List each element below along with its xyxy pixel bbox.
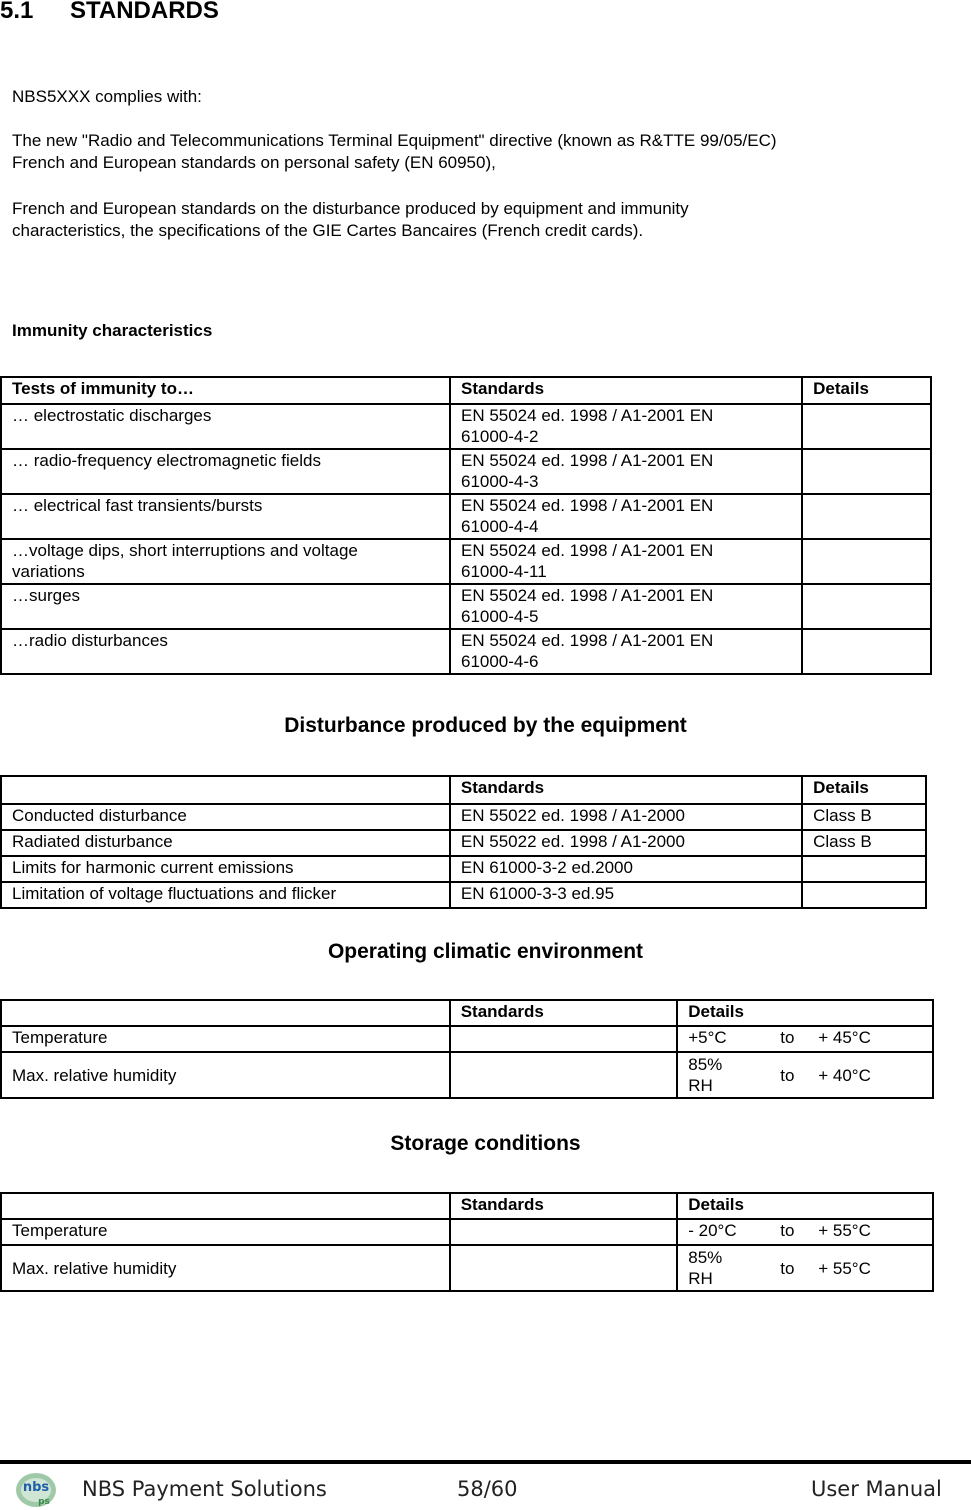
footer-page-number: 58/60 xyxy=(457,1477,518,1501)
svg-text:nbs: nbs xyxy=(22,1480,50,1495)
item-cell: Max. relative humidity xyxy=(1,1052,450,1098)
intro-p1: NBS5XXX complies with: xyxy=(12,87,202,106)
standard-cell: EN 55022 ed. 1998 / A1-2000 xyxy=(450,830,802,856)
storage-heading: Storage conditions xyxy=(390,1132,581,1155)
item-cell: Temperature xyxy=(1,1026,450,1052)
standard-cell xyxy=(450,404,802,449)
header-item xyxy=(1,1000,450,1026)
item-cell: Conducted disturbance xyxy=(1,804,450,830)
standard-line: 61000-4-3 xyxy=(460,472,539,491)
details-cell xyxy=(802,629,931,674)
standard-line: EN 55024 ed. 1998 / A1-2001 EN xyxy=(460,496,714,515)
standard-cell xyxy=(450,584,802,629)
details-cell xyxy=(802,584,931,629)
item-cell: Radiated disturbance xyxy=(1,830,450,856)
header-item xyxy=(1,1193,450,1219)
disturbance-table xyxy=(0,775,927,909)
details-cell xyxy=(802,449,931,494)
item-cell: Limitation of voltage fluctuations and flicker xyxy=(1,882,450,908)
details-cell xyxy=(677,1026,933,1052)
nbs-logo-icon xyxy=(14,1470,58,1510)
range-to-label: to xyxy=(780,1065,795,1085)
range-from: +5°C xyxy=(688,1028,727,1047)
standard-line: EN 55024 ed. 1998 / A1-2001 EN xyxy=(460,451,714,470)
range-from: 85% RH xyxy=(688,1055,723,1095)
item-cell: Limits for harmonic current emissions xyxy=(1,856,450,882)
table-row xyxy=(1,1052,933,1098)
standard-line: 61000-4-2 xyxy=(460,427,539,446)
header-details: Details xyxy=(802,377,931,404)
details-cell xyxy=(677,1245,933,1291)
intro-p3-line2: characteristics, the specifications of the GIE Cartes Bancaires (French credit cards). xyxy=(12,221,644,240)
table-header-row xyxy=(1,377,931,404)
standard-cell xyxy=(450,539,802,584)
test-cell: … electrostatic discharges xyxy=(1,404,450,449)
operating-table xyxy=(0,999,934,1099)
details-cell: Class B xyxy=(802,830,926,856)
table-header-row xyxy=(1,776,926,804)
standard-cell xyxy=(450,494,802,539)
standard-cell xyxy=(450,449,802,494)
svg-text:ps: ps xyxy=(38,1497,50,1507)
intro-p3-line1: French and European standards on the disturbance produced by equipment and immunity xyxy=(12,199,689,218)
table-row xyxy=(1,1219,933,1245)
range-max: + 45°C xyxy=(818,1028,871,1047)
item-cell: Max. relative humidity xyxy=(1,1245,450,1291)
range-from: 85% RH xyxy=(688,1248,723,1288)
section-heading xyxy=(0,0,219,25)
storage-table xyxy=(0,1192,934,1292)
range-to-label: to xyxy=(780,1258,795,1278)
table-row xyxy=(1,539,931,584)
range-max: + 55°C xyxy=(818,1258,871,1278)
details-cell xyxy=(677,1219,933,1245)
table-row xyxy=(1,830,926,856)
standard-line: 61000-4-4 xyxy=(460,517,539,536)
table-header-row xyxy=(1,1000,933,1026)
standard-line: EN 55024 ed. 1998 / A1-2001 EN xyxy=(460,586,714,605)
details-cell: Class B xyxy=(802,804,926,830)
standard-cell xyxy=(450,1219,678,1245)
details-cell xyxy=(802,882,926,908)
standard-line: EN 55024 ed. 1998 / A1-2001 EN xyxy=(460,541,714,560)
details-cell xyxy=(802,404,931,449)
standard-line: EN 55024 ed. 1998 / A1-2001 EN xyxy=(460,631,714,650)
table-row xyxy=(1,804,926,830)
table-row xyxy=(1,449,931,494)
operating-heading: Operating climatic environment xyxy=(327,940,644,963)
intro-p3 xyxy=(12,198,689,242)
details-cell xyxy=(802,856,926,882)
section-title: STANDARDS xyxy=(70,0,219,24)
standard-line: 61000-4-6 xyxy=(460,652,539,671)
range-max: + 40°C xyxy=(818,1065,871,1085)
header-standards: Standards xyxy=(450,776,802,804)
header-standards: Standards xyxy=(450,1193,678,1219)
intro-p2-line1: The new "Radio and Telecommunications Terminal Equipment" directive (known as R&TTE 99/05/EC) xyxy=(12,131,777,150)
standard-line: 61000-4-5 xyxy=(460,607,539,626)
test-cell xyxy=(1,539,450,584)
footer-company: NBS Payment Solutions xyxy=(82,1477,327,1501)
table-row xyxy=(1,629,931,674)
disturbance-heading: Disturbance produced by the equipment xyxy=(284,714,687,737)
table-row xyxy=(1,584,931,629)
table-row xyxy=(1,494,931,539)
standard-line: EN 55024 ed. 1998 / A1-2001 EN xyxy=(460,406,714,425)
footer-divider xyxy=(0,1460,971,1464)
test-cell: … radio-frequency electromagnetic fields xyxy=(1,449,450,494)
standard-cell: EN 61000-3-2 ed.2000 xyxy=(450,856,802,882)
immunity-table xyxy=(0,376,932,675)
table-header-row xyxy=(1,1193,933,1219)
table-row xyxy=(1,1245,933,1291)
test-cell: … electrical fast transients/bursts xyxy=(1,494,450,539)
standard-cell xyxy=(450,1026,678,1052)
standard-cell xyxy=(450,1245,678,1291)
header-tests: Tests of immunity to… xyxy=(1,377,450,404)
table-row xyxy=(1,856,926,882)
range-from: - 20°C xyxy=(688,1221,737,1240)
standard-line: 61000-4-11 xyxy=(460,562,547,581)
section-number: 5.1 xyxy=(0,0,34,24)
standard-cell: EN 55022 ed. 1998 / A1-2000 xyxy=(450,804,802,830)
intro-p2-line2: French and European standards on personal safety (EN 60950), xyxy=(12,153,496,172)
test-line: variations xyxy=(12,562,85,581)
header-item xyxy=(1,776,450,804)
table-row xyxy=(1,404,931,449)
range-max: + 55°C xyxy=(818,1221,871,1240)
test-line: …voltage dips, short interruptions and voltage xyxy=(12,541,358,560)
details-cell xyxy=(677,1052,933,1098)
header-details: Details xyxy=(677,1193,933,1219)
item-cell: Temperature xyxy=(1,1219,450,1245)
immunity-heading: Immunity characteristics xyxy=(12,321,213,340)
footer-doc-title: User Manual xyxy=(811,1477,942,1501)
details-cell xyxy=(802,494,931,539)
table-row xyxy=(1,882,926,908)
test-cell: …surges xyxy=(1,584,450,629)
header-details: Details xyxy=(677,1000,933,1026)
range-to-label: to xyxy=(780,1221,795,1240)
standard-cell: EN 61000-3-3 ed.95 xyxy=(450,882,802,908)
range-to-label: to xyxy=(780,1028,795,1047)
intro-p2 xyxy=(12,130,777,174)
details-cell xyxy=(802,539,931,584)
header-standards: Standards xyxy=(450,1000,678,1026)
header-details: Details xyxy=(802,776,926,804)
table-row xyxy=(1,1026,933,1052)
standard-cell xyxy=(450,1052,678,1098)
header-standards: Standards xyxy=(450,377,802,404)
test-cell: …radio disturbances xyxy=(1,629,450,674)
standard-cell xyxy=(450,629,802,674)
